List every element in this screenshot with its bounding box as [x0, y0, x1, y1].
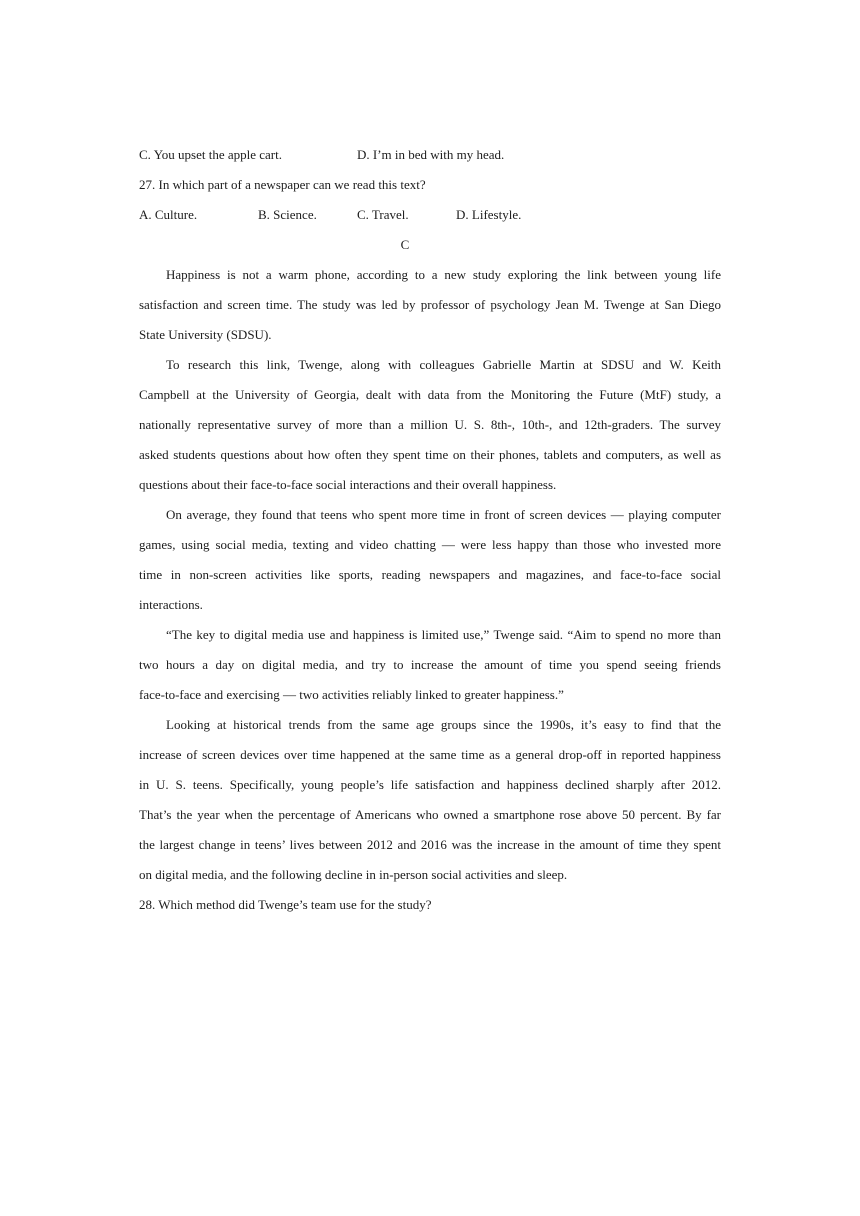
q27-option-b: B. Science. [258, 207, 317, 222]
q26-options-row [139, 145, 721, 165]
paragraph-line: questions about their face-to-face social interactions and their overall happiness. [139, 477, 557, 492]
q27-option-c: C. Travel. [357, 207, 409, 222]
q28-question: 28. Which method did Twenge’s team use for the study? [139, 897, 432, 912]
paragraph-line: on digital media, and the following decline in in-person social activities and sleep. [139, 867, 568, 882]
paragraph-line: the largest change in teens’ lives between 2012 and 2016 was the increase in the amount of time they spent [139, 837, 721, 852]
paragraph-line: “The key to digital media use and happiness is limited use,” Twenge said. “Aim to spend no more than [166, 627, 721, 642]
passage-paragraph-4 [139, 620, 721, 710]
paragraph-line: in U. S. teens. Specifically, young people’s life satisfaction and happiness declined sharply after 2012. [139, 777, 721, 792]
paragraph-line: On average, they found that teens who spent more time in front of screen devices — playing computer [166, 507, 721, 522]
paragraph-line: That’s the year when the percentage of Americans who owned a smartphone rose above 50 percent. By far [139, 807, 721, 822]
paragraph-line: State University (SDSU). [139, 327, 272, 342]
paragraph-line: face-to-face and exercising — two activities reliably linked to greater happiness.” [139, 687, 564, 702]
paragraph-line: Campbell at the University of Georgia, dealt with data from the Monitoring the Future (MtF) study, a [139, 387, 721, 402]
paragraph-line: two hours a day on digital media, and try to increase the amount of time you spend seeing friends [139, 657, 721, 672]
paragraph-line: Looking at historical trends from the same age groups since the 1990s, it’s easy to find that the [166, 717, 721, 732]
paragraph-line: time in non-screen activities like sports, reading newspapers and magazines, and face-to-face social [139, 567, 721, 582]
q26-option-d: D. I’m in bed with my head. [357, 147, 505, 162]
paragraph-line: asked students questions about how often they spent time on their phones, tablets and computers, as well as [139, 447, 721, 462]
paragraph-line: satisfaction and screen time. The study was led by professor of psychology Jean M. Twenge at San Diego [139, 297, 721, 312]
q26-option-c: C. You upset the apple cart. [139, 147, 282, 162]
q27-question: 27. In which part of a newspaper can we read this text? [139, 177, 426, 192]
q27-option-a: A. Culture. [139, 207, 198, 222]
q27-options-row [139, 205, 721, 225]
paragraph-line: To research this link, Twenge, along with colleagues Gabrielle Martin at SDSU and W. Keith [166, 357, 721, 372]
paragraph-line: games, using social media, texting and video chatting — were less happy than those who invested more [139, 537, 721, 552]
paragraph-line: interactions. [139, 597, 203, 612]
passage-paragraph-1 [139, 260, 721, 350]
paragraph-line: Happiness is not a warm phone, according to a new study exploring the link between young life [166, 267, 721, 282]
paragraph-line: nationally representative survey of more than a million U. S. 8th-, 10th-, and 12th-graders. The survey [139, 417, 721, 432]
section-letter: C [400, 237, 410, 252]
passage-paragraph-5 [139, 710, 721, 890]
passage-paragraph-3 [139, 500, 721, 620]
paragraph-line: increase of screen devices over time happened at the same time as a general drop-off in reported happiness [139, 747, 721, 762]
passage-paragraph-2 [139, 350, 721, 500]
q27-option-d: D. Lifestyle. [456, 207, 522, 222]
